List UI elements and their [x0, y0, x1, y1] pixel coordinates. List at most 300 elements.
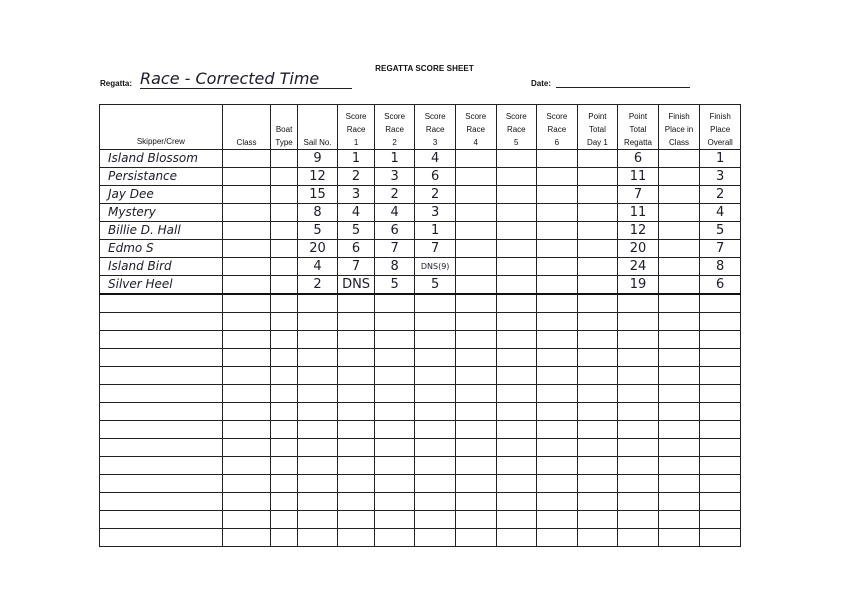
cell-race-4[interactable] [455, 385, 496, 403]
cell-total-regatta[interactable]: 20 [618, 240, 659, 258]
cell-total-regatta[interactable] [618, 385, 659, 403]
cell-race-6[interactable] [537, 276, 578, 295]
cell-total-regatta[interactable] [618, 331, 659, 349]
cell-race-6[interactable] [537, 367, 578, 385]
cell-race-3[interactable]: 3 [415, 204, 456, 222]
cell-race-6[interactable] [537, 240, 578, 258]
cell-total-regatta[interactable] [618, 313, 659, 331]
cell-race-5[interactable] [496, 222, 537, 240]
cell-race-5[interactable] [496, 421, 537, 439]
cell-place-overall[interactable] [700, 421, 741, 439]
cell-total-day-1[interactable] [577, 349, 618, 367]
cell-skipper[interactable]: Mystery [100, 204, 223, 222]
cell-total-day-1[interactable] [577, 421, 618, 439]
cell-race-5[interactable] [496, 276, 537, 295]
cell-place-overall[interactable] [700, 294, 741, 313]
cell-total-regatta[interactable] [618, 457, 659, 475]
cell-place-in-class[interactable] [658, 168, 700, 186]
cell-race-2[interactable] [374, 529, 415, 547]
cell-skipper[interactable] [100, 403, 223, 421]
cell-race-4[interactable] [455, 313, 496, 331]
cell-race-4[interactable] [455, 331, 496, 349]
cell-race-4[interactable] [455, 457, 496, 475]
cell-place-in-class[interactable] [658, 313, 700, 331]
cell-race-4[interactable] [455, 421, 496, 439]
cell-race-3[interactable] [415, 511, 456, 529]
cell-place-overall[interactable] [700, 331, 741, 349]
cell-total-regatta[interactable] [618, 367, 659, 385]
cell-skipper[interactable] [100, 385, 223, 403]
cell-race-4[interactable] [455, 529, 496, 547]
cell-boat-type[interactable] [271, 421, 297, 439]
cell-place-in-class[interactable] [658, 385, 700, 403]
cell-race-2[interactable] [374, 385, 415, 403]
cell-race-2[interactable] [374, 403, 415, 421]
cell-total-day-1[interactable] [577, 168, 618, 186]
cell-sail-no[interactable] [297, 439, 338, 457]
cell-boat-type[interactable] [271, 204, 297, 222]
cell-total-day-1[interactable] [577, 493, 618, 511]
cell-race-2[interactable] [374, 367, 415, 385]
cell-race-5[interactable] [496, 457, 537, 475]
cell-place-in-class[interactable] [658, 258, 700, 276]
cell-place-in-class[interactable] [658, 349, 700, 367]
cell-race-6[interactable] [537, 150, 578, 168]
cell-place-in-class[interactable] [658, 421, 700, 439]
cell-race-3[interactable] [415, 331, 456, 349]
cell-total-day-1[interactable] [577, 511, 618, 529]
cell-race-4[interactable] [455, 367, 496, 385]
cell-race-4[interactable] [455, 150, 496, 168]
cell-boat-type[interactable] [271, 331, 297, 349]
cell-class[interactable] [222, 421, 271, 439]
cell-race-4[interactable] [455, 403, 496, 421]
cell-boat-type[interactable] [271, 222, 297, 240]
cell-place-overall[interactable] [700, 475, 741, 493]
cell-sail-no[interactable] [297, 367, 338, 385]
cell-sail-no[interactable] [297, 475, 338, 493]
cell-boat-type[interactable] [271, 168, 297, 186]
cell-race-5[interactable] [496, 168, 537, 186]
cell-race-3[interactable] [415, 367, 456, 385]
cell-race-5[interactable] [496, 367, 537, 385]
cell-race-3[interactable] [415, 493, 456, 511]
cell-skipper[interactable] [100, 349, 223, 367]
cell-race-3[interactable] [415, 439, 456, 457]
cell-class[interactable] [222, 403, 271, 421]
cell-race-1[interactable]: 2 [338, 168, 375, 186]
cell-place-in-class[interactable] [658, 276, 700, 295]
cell-race-4[interactable] [455, 475, 496, 493]
cell-class[interactable] [222, 186, 271, 204]
cell-race-6[interactable] [537, 439, 578, 457]
cell-total-day-1[interactable] [577, 258, 618, 276]
cell-total-day-1[interactable] [577, 331, 618, 349]
cell-race-4[interactable] [455, 511, 496, 529]
regatta-field[interactable]: Race - Corrected Time [140, 70, 352, 89]
cell-total-day-1[interactable] [577, 150, 618, 168]
cell-place-overall[interactable]: 8 [700, 258, 741, 276]
cell-class[interactable] [222, 331, 271, 349]
cell-race-3[interactable]: DNS(9) [415, 258, 456, 276]
cell-skipper[interactable] [100, 294, 223, 313]
cell-race-3[interactable] [415, 294, 456, 313]
cell-skipper[interactable] [100, 493, 223, 511]
cell-race-6[interactable] [537, 186, 578, 204]
cell-race-3[interactable] [415, 313, 456, 331]
cell-place-in-class[interactable] [658, 150, 700, 168]
cell-race-1[interactable] [338, 367, 375, 385]
cell-total-regatta[interactable]: 7 [618, 186, 659, 204]
cell-race-1[interactable]: 7 [338, 258, 375, 276]
cell-race-4[interactable] [455, 168, 496, 186]
cell-skipper[interactable] [100, 421, 223, 439]
cell-race-2[interactable]: 6 [374, 222, 415, 240]
cell-race-2[interactable] [374, 439, 415, 457]
cell-race-6[interactable] [537, 349, 578, 367]
cell-class[interactable] [222, 349, 271, 367]
cell-sail-no[interactable]: 5 [297, 222, 338, 240]
cell-total-regatta[interactable]: 6 [618, 150, 659, 168]
cell-race-4[interactable] [455, 222, 496, 240]
cell-race-6[interactable] [537, 511, 578, 529]
cell-race-1[interactable]: 6 [338, 240, 375, 258]
cell-place-overall[interactable]: 5 [700, 222, 741, 240]
cell-place-in-class[interactable] [658, 240, 700, 258]
cell-boat-type[interactable] [271, 313, 297, 331]
cell-race-3[interactable]: 5 [415, 276, 456, 295]
cell-class[interactable] [222, 204, 271, 222]
cell-class[interactable] [222, 222, 271, 240]
cell-place-in-class[interactable] [658, 493, 700, 511]
date-field[interactable] [556, 87, 690, 88]
cell-skipper[interactable]: Island Blossom [100, 150, 223, 168]
cell-boat-type[interactable] [271, 385, 297, 403]
cell-race-1[interactable] [338, 475, 375, 493]
cell-sail-no[interactable]: 15 [297, 186, 338, 204]
cell-race-1[interactable]: 5 [338, 222, 375, 240]
cell-class[interactable] [222, 385, 271, 403]
cell-race-3[interactable]: 7 [415, 240, 456, 258]
cell-class[interactable] [222, 493, 271, 511]
cell-total-day-1[interactable] [577, 457, 618, 475]
cell-race-1[interactable] [338, 385, 375, 403]
cell-place-in-class[interactable] [658, 403, 700, 421]
cell-race-4[interactable] [455, 186, 496, 204]
cell-total-regatta[interactable] [618, 475, 659, 493]
cell-place-in-class[interactable] [658, 457, 700, 475]
cell-race-1[interactable] [338, 313, 375, 331]
cell-skipper[interactable]: Persistance [100, 168, 223, 186]
cell-boat-type[interactable] [271, 240, 297, 258]
cell-sail-no[interactable] [297, 421, 338, 439]
cell-race-6[interactable] [537, 421, 578, 439]
cell-class[interactable] [222, 168, 271, 186]
cell-race-5[interactable] [496, 475, 537, 493]
cell-race-6[interactable] [537, 168, 578, 186]
cell-total-day-1[interactable] [577, 475, 618, 493]
cell-sail-no[interactable]: 2 [297, 276, 338, 295]
cell-race-4[interactable] [455, 204, 496, 222]
cell-boat-type[interactable] [271, 457, 297, 475]
cell-total-regatta[interactable] [618, 421, 659, 439]
cell-race-2[interactable] [374, 457, 415, 475]
cell-total-regatta[interactable]: 11 [618, 204, 659, 222]
cell-race-4[interactable] [455, 349, 496, 367]
cell-total-day-1[interactable] [577, 439, 618, 457]
cell-class[interactable] [222, 511, 271, 529]
cell-skipper[interactable] [100, 313, 223, 331]
cell-race-5[interactable] [496, 240, 537, 258]
cell-race-3[interactable] [415, 529, 456, 547]
cell-place-in-class[interactable] [658, 475, 700, 493]
cell-race-4[interactable] [455, 294, 496, 313]
cell-total-regatta[interactable]: 12 [618, 222, 659, 240]
cell-sail-no[interactable]: 4 [297, 258, 338, 276]
cell-place-overall[interactable] [700, 385, 741, 403]
cell-sail-no[interactable] [297, 457, 338, 475]
cell-place-overall[interactable] [700, 529, 741, 547]
cell-race-6[interactable] [537, 222, 578, 240]
cell-place-in-class[interactable] [658, 331, 700, 349]
cell-total-regatta[interactable] [618, 439, 659, 457]
cell-race-3[interactable] [415, 349, 456, 367]
cell-race-3[interactable]: 6 [415, 168, 456, 186]
cell-place-in-class[interactable] [658, 294, 700, 313]
cell-race-1[interactable] [338, 294, 375, 313]
cell-place-overall[interactable]: 2 [700, 186, 741, 204]
cell-race-1[interactable] [338, 457, 375, 475]
cell-skipper[interactable]: Billie D. Hall [100, 222, 223, 240]
cell-sail-no[interactable]: 20 [297, 240, 338, 258]
cell-race-3[interactable]: 4 [415, 150, 456, 168]
cell-race-1[interactable]: 3 [338, 186, 375, 204]
cell-race-6[interactable] [537, 385, 578, 403]
cell-boat-type[interactable] [271, 493, 297, 511]
cell-class[interactable] [222, 150, 271, 168]
cell-class[interactable] [222, 313, 271, 331]
cell-race-5[interactable] [496, 529, 537, 547]
cell-place-overall[interactable] [700, 313, 741, 331]
cell-race-3[interactable] [415, 475, 456, 493]
cell-race-6[interactable] [537, 457, 578, 475]
cell-total-day-1[interactable] [577, 529, 618, 547]
cell-boat-type[interactable] [271, 186, 297, 204]
cell-total-day-1[interactable] [577, 204, 618, 222]
cell-place-in-class[interactable] [658, 186, 700, 204]
cell-race-1[interactable] [338, 349, 375, 367]
cell-boat-type[interactable] [271, 258, 297, 276]
cell-race-2[interactable] [374, 331, 415, 349]
cell-race-1[interactable] [338, 529, 375, 547]
cell-race-5[interactable] [496, 403, 537, 421]
cell-boat-type[interactable] [271, 529, 297, 547]
cell-race-2[interactable] [374, 349, 415, 367]
cell-skipper[interactable]: Jay Dee [100, 186, 223, 204]
cell-race-1[interactable] [338, 493, 375, 511]
cell-total-regatta[interactable]: 19 [618, 276, 659, 295]
cell-race-6[interactable] [537, 331, 578, 349]
cell-boat-type[interactable] [271, 475, 297, 493]
cell-class[interactable] [222, 240, 271, 258]
cell-place-overall[interactable] [700, 439, 741, 457]
cell-place-in-class[interactable] [658, 511, 700, 529]
cell-boat-type[interactable] [271, 367, 297, 385]
cell-race-5[interactable] [496, 439, 537, 457]
cell-race-2[interactable] [374, 421, 415, 439]
cell-race-3[interactable] [415, 403, 456, 421]
cell-total-day-1[interactable] [577, 385, 618, 403]
cell-place-overall[interactable] [700, 457, 741, 475]
cell-place-overall[interactable]: 7 [700, 240, 741, 258]
cell-race-3[interactable]: 1 [415, 222, 456, 240]
cell-race-2[interactable]: 3 [374, 168, 415, 186]
cell-place-in-class[interactable] [658, 204, 700, 222]
cell-place-in-class[interactable] [658, 439, 700, 457]
cell-class[interactable] [222, 294, 271, 313]
cell-boat-type[interactable] [271, 150, 297, 168]
cell-race-1[interactable] [338, 421, 375, 439]
cell-race-3[interactable]: 2 [415, 186, 456, 204]
cell-race-6[interactable] [537, 475, 578, 493]
cell-race-2[interactable]: 7 [374, 240, 415, 258]
cell-class[interactable] [222, 276, 271, 295]
cell-race-6[interactable] [537, 529, 578, 547]
cell-sail-no[interactable] [297, 385, 338, 403]
cell-total-day-1[interactable] [577, 186, 618, 204]
cell-race-2[interactable] [374, 493, 415, 511]
cell-place-in-class[interactable] [658, 529, 700, 547]
cell-total-regatta[interactable] [618, 349, 659, 367]
cell-total-day-1[interactable] [577, 313, 618, 331]
cell-total-day-1[interactable] [577, 276, 618, 295]
cell-boat-type[interactable] [271, 403, 297, 421]
cell-race-1[interactable] [338, 331, 375, 349]
cell-race-5[interactable] [496, 258, 537, 276]
cell-race-5[interactable] [496, 385, 537, 403]
cell-total-regatta[interactable] [618, 403, 659, 421]
cell-race-5[interactable] [496, 511, 537, 529]
cell-total-day-1[interactable] [577, 222, 618, 240]
cell-race-6[interactable] [537, 313, 578, 331]
cell-race-6[interactable] [537, 204, 578, 222]
cell-total-regatta[interactable] [618, 294, 659, 313]
cell-sail-no[interactable]: 9 [297, 150, 338, 168]
cell-total-day-1[interactable] [577, 403, 618, 421]
cell-place-overall[interactable] [700, 493, 741, 511]
cell-skipper[interactable] [100, 367, 223, 385]
cell-race-4[interactable] [455, 276, 496, 295]
cell-skipper[interactable]: Island Bird [100, 258, 223, 276]
cell-race-3[interactable] [415, 421, 456, 439]
cell-race-1[interactable]: 1 [338, 150, 375, 168]
cell-place-overall[interactable]: 6 [700, 276, 741, 295]
cell-race-3[interactable] [415, 385, 456, 403]
cell-place-overall[interactable] [700, 367, 741, 385]
cell-boat-type[interactable] [271, 349, 297, 367]
cell-race-2[interactable]: 2 [374, 186, 415, 204]
cell-race-2[interactable]: 1 [374, 150, 415, 168]
cell-race-1[interactable]: DNS [338, 276, 375, 295]
cell-race-3[interactable] [415, 457, 456, 475]
cell-class[interactable] [222, 529, 271, 547]
cell-sail-no[interactable]: 12 [297, 168, 338, 186]
cell-race-5[interactable] [496, 186, 537, 204]
cell-total-regatta[interactable]: 24 [618, 258, 659, 276]
cell-race-5[interactable] [496, 204, 537, 222]
cell-race-2[interactable]: 5 [374, 276, 415, 295]
cell-place-overall[interactable] [700, 511, 741, 529]
cell-place-overall[interactable]: 1 [700, 150, 741, 168]
cell-skipper[interactable] [100, 457, 223, 475]
cell-boat-type[interactable] [271, 276, 297, 295]
cell-place-overall[interactable] [700, 349, 741, 367]
cell-race-5[interactable] [496, 294, 537, 313]
cell-class[interactable] [222, 457, 271, 475]
cell-place-overall[interactable]: 4 [700, 204, 741, 222]
cell-total-day-1[interactable] [577, 240, 618, 258]
cell-boat-type[interactable] [271, 511, 297, 529]
cell-race-1[interactable]: 4 [338, 204, 375, 222]
cell-place-overall[interactable]: 3 [700, 168, 741, 186]
cell-race-5[interactable] [496, 313, 537, 331]
cell-race-4[interactable] [455, 240, 496, 258]
cell-race-4[interactable] [455, 439, 496, 457]
cell-race-5[interactable] [496, 331, 537, 349]
cell-class[interactable] [222, 367, 271, 385]
cell-sail-no[interactable] [297, 511, 338, 529]
cell-race-6[interactable] [537, 493, 578, 511]
cell-total-regatta[interactable]: 11 [618, 168, 659, 186]
cell-race-2[interactable] [374, 294, 415, 313]
cell-race-1[interactable] [338, 439, 375, 457]
cell-class[interactable] [222, 475, 271, 493]
cell-sail-no[interactable] [297, 349, 338, 367]
cell-race-2[interactable]: 8 [374, 258, 415, 276]
cell-total-regatta[interactable] [618, 493, 659, 511]
cell-skipper[interactable] [100, 529, 223, 547]
cell-race-2[interactable] [374, 313, 415, 331]
cell-race-5[interactable] [496, 493, 537, 511]
cell-skipper[interactable] [100, 439, 223, 457]
cell-skipper[interactable]: Edmo S [100, 240, 223, 258]
cell-boat-type[interactable] [271, 294, 297, 313]
cell-skipper[interactable] [100, 511, 223, 529]
cell-race-2[interactable]: 4 [374, 204, 415, 222]
cell-skipper[interactable]: Silver Heel [100, 276, 223, 295]
cell-sail-no[interactable] [297, 403, 338, 421]
cell-race-5[interactable] [496, 150, 537, 168]
cell-race-2[interactable] [374, 475, 415, 493]
cell-class[interactable] [222, 258, 271, 276]
cell-total-day-1[interactable] [577, 367, 618, 385]
cell-class[interactable] [222, 439, 271, 457]
cell-race-4[interactable] [455, 258, 496, 276]
cell-sail-no[interactable] [297, 331, 338, 349]
cell-sail-no[interactable] [297, 313, 338, 331]
cell-place-in-class[interactable] [658, 222, 700, 240]
cell-race-2[interactable] [374, 511, 415, 529]
cell-sail-no[interactable] [297, 529, 338, 547]
cell-race-1[interactable] [338, 511, 375, 529]
cell-sail-no[interactable] [297, 294, 338, 313]
cell-boat-type[interactable] [271, 439, 297, 457]
cell-race-6[interactable] [537, 294, 578, 313]
cell-race-5[interactable] [496, 349, 537, 367]
cell-race-4[interactable] [455, 493, 496, 511]
cell-race-1[interactable] [338, 403, 375, 421]
cell-race-6[interactable] [537, 258, 578, 276]
